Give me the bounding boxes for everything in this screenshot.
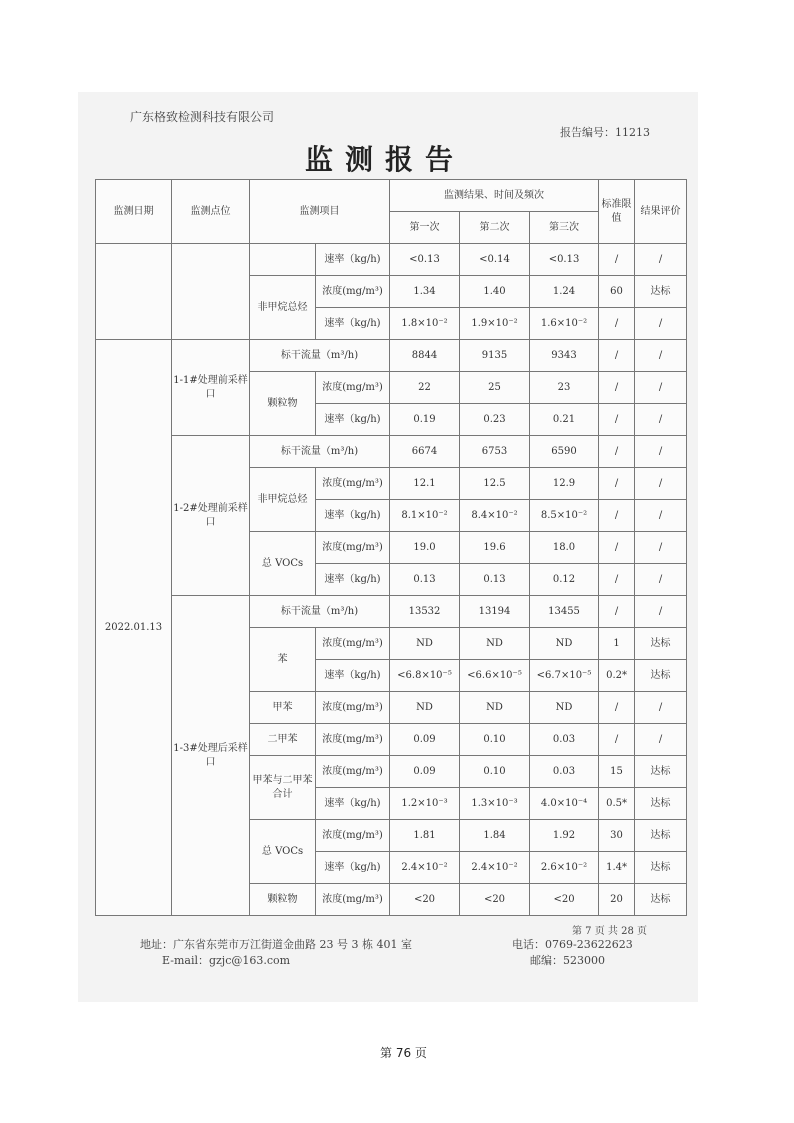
value-cell: ND <box>460 628 530 660</box>
value-cell: <0.14 <box>460 244 530 276</box>
item-cell: 颗粒物 <box>250 372 316 436</box>
value-cell: 0.10 <box>460 724 530 756</box>
value-cell: <20 <box>460 884 530 916</box>
point-cell-1-3: 1-3#处理后采样口 <box>172 596 250 916</box>
value-cell: 13532 <box>390 596 460 628</box>
value-cell: <0.13 <box>530 244 599 276</box>
item-cell-empty <box>250 244 316 276</box>
item-cell: 非甲烷总烃 <box>250 468 316 532</box>
limit-cell: / <box>599 244 635 276</box>
header-limit: 标准限值 <box>599 180 635 244</box>
value-cell: 6590 <box>530 436 599 468</box>
value-cell: 9135 <box>460 340 530 372</box>
header-third: 第三次 <box>530 212 599 244</box>
limit-cell: / <box>599 564 635 596</box>
value-cell: 12.5 <box>460 468 530 500</box>
item-cell: 二甲苯 <box>250 724 316 756</box>
param-cell: 速率（kg/h) <box>316 404 390 436</box>
value-cell: 8.1×10⁻² <box>390 500 460 532</box>
limit-cell: 30 <box>599 820 635 852</box>
email: E-mail：gzjc@163.com <box>162 954 291 967</box>
value-cell: 19.0 <box>390 532 460 564</box>
value-cell: 0.12 <box>530 564 599 596</box>
eval-cell: 达标 <box>635 660 687 692</box>
value-cell: <6.6×10⁻⁵ <box>460 660 530 692</box>
value-cell: 2.4×10⁻² <box>460 852 530 884</box>
param-cell: 浓度(mg/m³) <box>316 468 390 500</box>
page-title: 监测报告 <box>305 143 466 176</box>
limit-cell: 0.5* <box>599 788 635 820</box>
eval-cell: / <box>635 308 687 340</box>
value-cell: ND <box>390 628 460 660</box>
value-cell: 1.8×10⁻² <box>390 308 460 340</box>
value-cell: <6.7×10⁻⁵ <box>530 660 599 692</box>
limit-cell: / <box>599 340 635 372</box>
telephone: 电话：0769-23622623 <box>512 938 633 951</box>
param-cell: 浓度(mg/m³) <box>316 884 390 916</box>
limit-cell: 0.2* <box>599 660 635 692</box>
value-cell: 8844 <box>390 340 460 372</box>
company-name: 广东格致检测科技有限公司 <box>130 110 275 124</box>
eval-cell: 达标 <box>635 276 687 308</box>
value-cell: <20 <box>530 884 599 916</box>
header-second: 第二次 <box>460 212 530 244</box>
header-date: 监测日期 <box>96 180 172 244</box>
eval-cell: / <box>635 564 687 596</box>
table-row <box>96 436 687 468</box>
eval-cell: / <box>635 404 687 436</box>
value-cell: 1.84 <box>460 820 530 852</box>
limit-cell: / <box>599 436 635 468</box>
item-cell: 甲苯 <box>250 692 316 724</box>
value-cell: 8.4×10⁻² <box>460 500 530 532</box>
item-cell: 总 VOCs <box>250 532 316 596</box>
header-first: 第一次 <box>390 212 460 244</box>
value-cell: 6753 <box>460 436 530 468</box>
value-cell: 0.09 <box>390 724 460 756</box>
value-cell: ND <box>530 692 599 724</box>
param-cell: 浓度(mg/m³) <box>316 820 390 852</box>
value-cell: <6.8×10⁻⁵ <box>390 660 460 692</box>
eval-cell: / <box>635 340 687 372</box>
value-cell: 1.3×10⁻³ <box>460 788 530 820</box>
value-cell: ND <box>390 692 460 724</box>
value-cell: 0.19 <box>390 404 460 436</box>
limit-cell: / <box>599 596 635 628</box>
value-cell: 1.34 <box>390 276 460 308</box>
eval-cell: 达标 <box>635 756 687 788</box>
value-cell: ND <box>530 628 599 660</box>
report-number: 报告编号：11213 <box>560 126 650 139</box>
limit-cell: / <box>599 372 635 404</box>
header-item: 监测项目 <box>250 180 390 244</box>
value-cell: 19.6 <box>460 532 530 564</box>
param-cell: 浓度(mg/m³) <box>316 724 390 756</box>
value-cell: 0.03 <box>530 724 599 756</box>
value-cell: 0.13 <box>460 564 530 596</box>
header-results: 监测结果、时间及频次 <box>390 180 599 212</box>
eval-cell: / <box>635 468 687 500</box>
address: 地址：广东省东莞市万江街道金曲路 23 号 3 栋 401 室 <box>140 938 412 951</box>
limit-cell: / <box>599 500 635 532</box>
value-cell: 4.0×10⁻⁴ <box>530 788 599 820</box>
value-cell: 18.0 <box>530 532 599 564</box>
value-cell: 6674 <box>390 436 460 468</box>
value-cell: 0.21 <box>530 404 599 436</box>
eval-cell: 达标 <box>635 628 687 660</box>
eval-cell: / <box>635 500 687 532</box>
limit-cell: / <box>599 308 635 340</box>
eval-cell: 达标 <box>635 820 687 852</box>
value-cell: 1.92 <box>530 820 599 852</box>
value-cell: 1.24 <box>530 276 599 308</box>
limit-cell: 20 <box>599 884 635 916</box>
item-cell: 甲苯与二甲苯合计 <box>250 756 316 820</box>
value-cell: 0.13 <box>390 564 460 596</box>
limit-cell: 1 <box>599 628 635 660</box>
param-cell: 浓度(mg/m³) <box>316 692 390 724</box>
item-cell: 颗粒物 <box>250 884 316 916</box>
param-cell: 浓度(mg/m³) <box>316 756 390 788</box>
param-cell: 速率（kg/h) <box>316 788 390 820</box>
value-cell: <20 <box>390 884 460 916</box>
inner-page-info: 第 7 页 共 28 页 <box>572 926 647 937</box>
table-row <box>96 340 687 372</box>
value-cell: 2.6×10⁻² <box>530 852 599 884</box>
limit-cell: 60 <box>599 276 635 308</box>
limit-cell: / <box>599 404 635 436</box>
eval-cell: / <box>635 596 687 628</box>
limit-cell: / <box>599 692 635 724</box>
value-cell: 0.09 <box>390 756 460 788</box>
eval-cell: / <box>635 372 687 404</box>
value-cell: 12.9 <box>530 468 599 500</box>
param-cell: 浓度(mg/m³) <box>316 628 390 660</box>
value-cell: 0.23 <box>460 404 530 436</box>
param-cell: 浓度(mg/m³) <box>316 372 390 404</box>
value-cell: 22 <box>390 372 460 404</box>
limit-cell: / <box>599 468 635 500</box>
value-cell: 1.2×10⁻³ <box>390 788 460 820</box>
value-cell: 13194 <box>460 596 530 628</box>
value-cell: 0.10 <box>460 756 530 788</box>
param-cell: 速率（kg/h) <box>316 660 390 692</box>
date-cell-empty <box>96 244 172 340</box>
item-cell: 非甲烷总烃 <box>250 276 316 340</box>
item-cell: 总 VOCs <box>250 820 316 884</box>
outer-page-number: 第 76 页 <box>380 1046 427 1060</box>
value-cell: 8.5×10⁻² <box>530 500 599 532</box>
eval-cell: 达标 <box>635 852 687 884</box>
value-cell: 25 <box>460 372 530 404</box>
limit-cell: / <box>599 532 635 564</box>
param-cell: 速率（kg/h) <box>316 852 390 884</box>
param-cell: 浓度(mg/m³) <box>316 532 390 564</box>
eval-cell: / <box>635 692 687 724</box>
table-row <box>96 244 687 276</box>
value-cell: 1.6×10⁻² <box>530 308 599 340</box>
table-row <box>96 596 687 628</box>
limit-cell: 1.4* <box>599 852 635 884</box>
item-cell: 苯 <box>250 628 316 692</box>
value-cell: 1.81 <box>390 820 460 852</box>
value-cell: 0.03 <box>530 756 599 788</box>
value-cell: 2.4×10⁻² <box>390 852 460 884</box>
param-cell: 速率（kg/h) <box>316 500 390 532</box>
flow-cell: 标干流量（m³/h) <box>250 436 390 468</box>
eval-cell: / <box>635 244 687 276</box>
eval-cell: / <box>635 436 687 468</box>
value-cell: 1.40 <box>460 276 530 308</box>
flow-cell: 标干流量（m³/h) <box>250 340 390 372</box>
value-cell: <0.13 <box>390 244 460 276</box>
point-cell-1-2: 1-2#处理前采样口 <box>172 436 250 596</box>
value-cell: 12.1 <box>390 468 460 500</box>
header-point: 监测点位 <box>172 180 250 244</box>
value-cell: 1.9×10⁻² <box>460 308 530 340</box>
limit-cell: / <box>599 724 635 756</box>
param-cell: 速率（kg/h) <box>316 308 390 340</box>
param-cell: 速率（kg/h) <box>316 244 390 276</box>
flow-cell: 标干流量（m³/h) <box>250 596 390 628</box>
header-eval: 结果评价 <box>635 180 687 244</box>
monitoring-table <box>95 179 687 916</box>
date-cell: 2022.01.13 <box>96 340 172 916</box>
eval-cell: 达标 <box>635 884 687 916</box>
point-cell-empty <box>172 244 250 340</box>
value-cell: 23 <box>530 372 599 404</box>
postcode: 邮编：523000 <box>530 954 605 967</box>
value-cell: 13455 <box>530 596 599 628</box>
eval-cell: / <box>635 532 687 564</box>
eval-cell: / <box>635 724 687 756</box>
point-cell-1-1: 1-1#处理前采样口 <box>172 340 250 436</box>
param-cell: 浓度(mg/m³) <box>316 276 390 308</box>
param-cell: 速率（kg/h) <box>316 564 390 596</box>
eval-cell: 达标 <box>635 788 687 820</box>
limit-cell: 15 <box>599 756 635 788</box>
value-cell: 9343 <box>530 340 599 372</box>
value-cell: ND <box>460 692 530 724</box>
